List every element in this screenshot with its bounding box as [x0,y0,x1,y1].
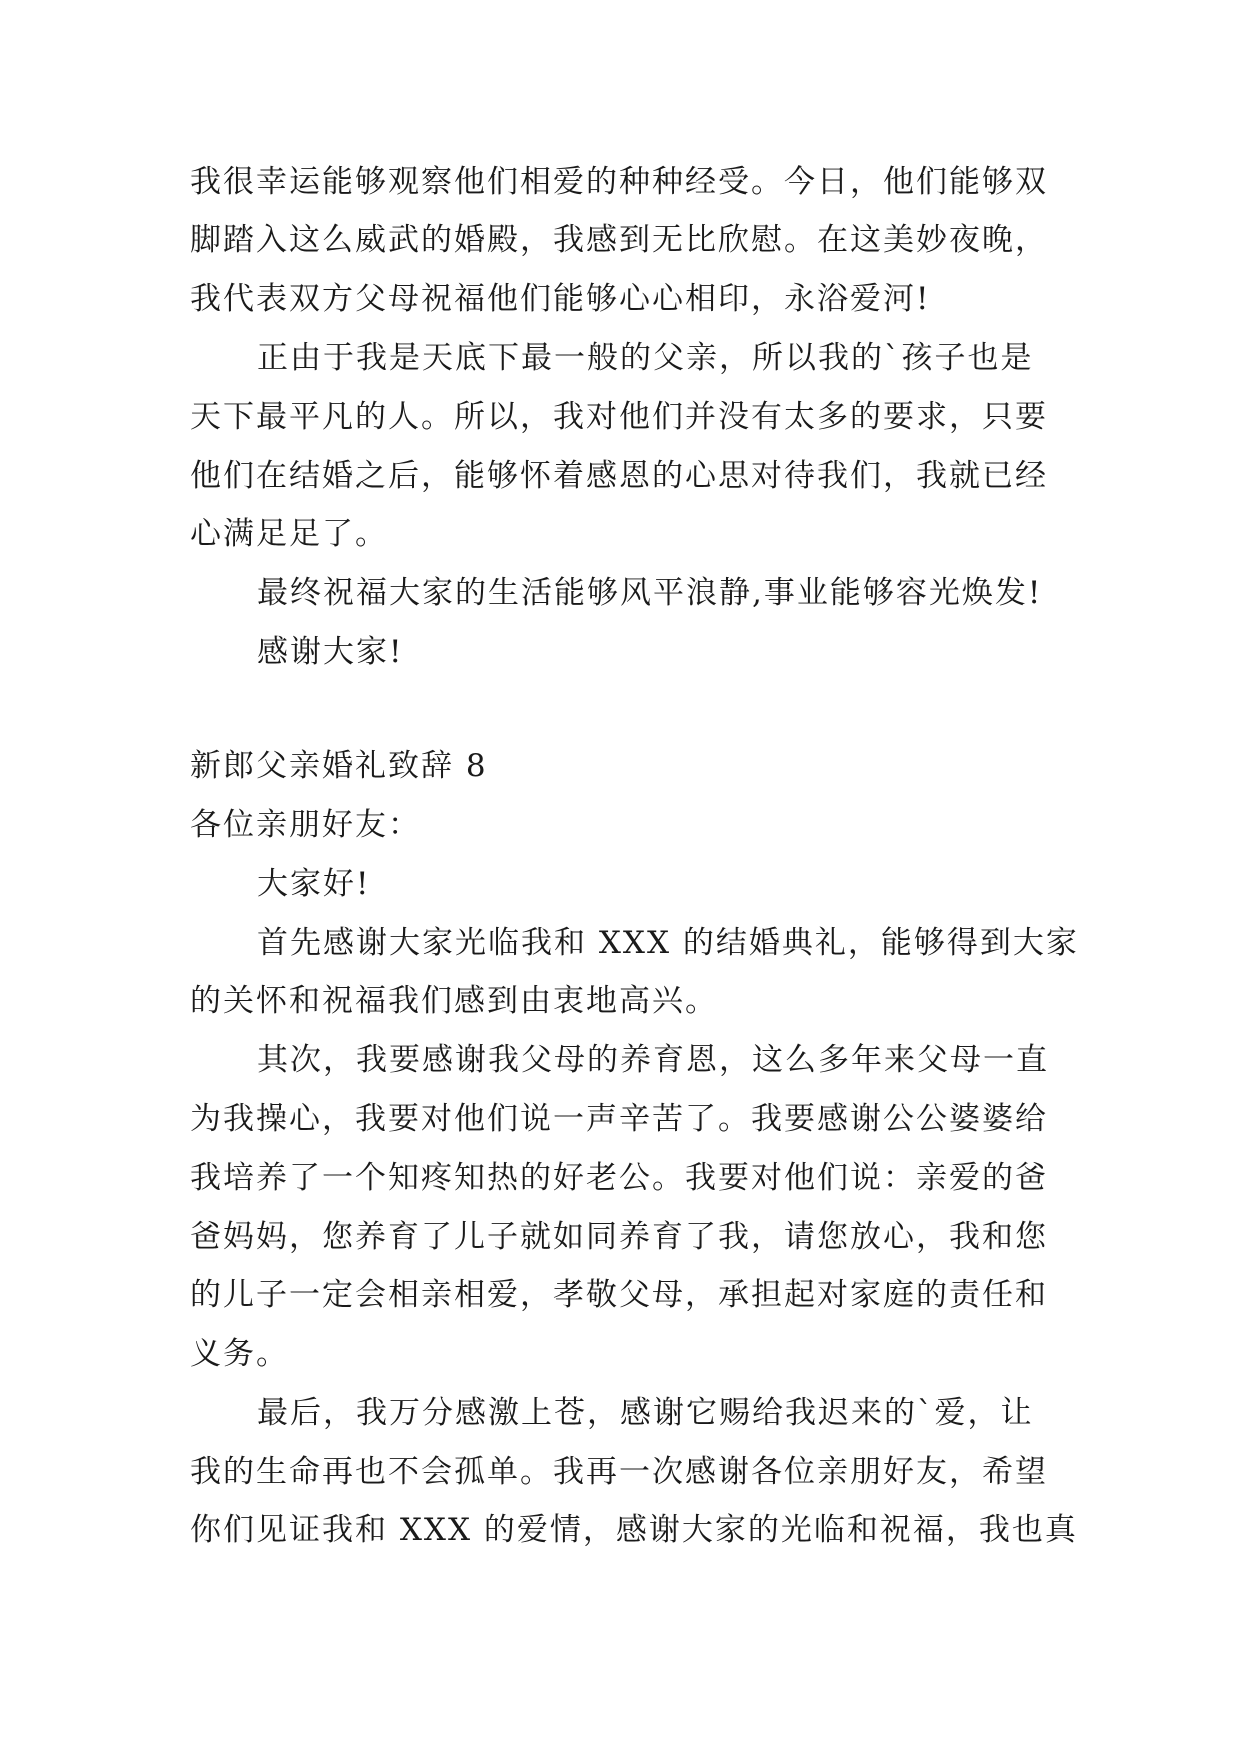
closing-thanks: 感谢大家! [257,634,404,670]
closing-wish: 最终祝福大家的生活能够风平浪静,事业能够容光焕发! [257,575,1043,611]
text-line: 我培养了一个知疼知热的好老公。我要对他们说：亲爱的爸 [190,1160,1048,1196]
text-line: 天下最平凡的人。所以，我对他们并没有太多的要求，只要 [190,399,1048,435]
text-line: 脚踏入这么威武的婚殿，我感到无比欣慰。在这美妙夜晚， [190,222,1048,258]
salutation: 各位亲朋好友： [190,807,421,843]
greeting: 大家好! [257,866,371,902]
text-line: 我代表双方父母祝福他们能够心心相印，永浴爱河! [190,281,931,317]
text-line: 你们见证我和 XXX 的爱情，感谢大家的光临和祝福，我也真 [190,1512,1078,1548]
text-line: 义务。 [190,1336,289,1372]
text-line: 的关怀和祝福我们感到由衷地高兴。 [190,983,718,1019]
text-line: 我的生命再也不会孤单。我再一次感谢各位亲朋好友，希望 [190,1454,1048,1490]
text-line: 其次，我要感谢我父母的养育恩，这么多年来父母一直 [257,1042,1049,1078]
text-line: 的儿子一定会相亲相爱，孝敬父母，承担起对家庭的责任和 [190,1277,1048,1313]
text-line: 正由于我是天底下最一般的父亲，所以我的`孩子也是 [257,340,1034,376]
text-line: 首先感谢大家光临我和 XXX 的结婚典礼，能够得到大家 [257,925,1079,961]
text-line: 为我操心，我要对他们说一声辛苦了。我要感谢公公婆婆给 [190,1101,1048,1137]
section-title: 新郎父亲婚礼致辞 8 [190,748,488,784]
text-line: 心满足足了。 [190,516,388,552]
text-line: 我很幸运能够观察他们相爱的种种经受。今日，他们能够双 [190,164,1048,200]
text-line: 他们在结婚之后，能够怀着感恩的心思对待我们，我就已经 [190,458,1048,494]
text-line: 爸妈妈，您养育了儿子就如同养育了我，请您放心，我和您 [190,1219,1048,1255]
text-line: 最后，我万分感激上苍，感谢它赐给我迟来的`爱，让 [257,1395,1034,1431]
